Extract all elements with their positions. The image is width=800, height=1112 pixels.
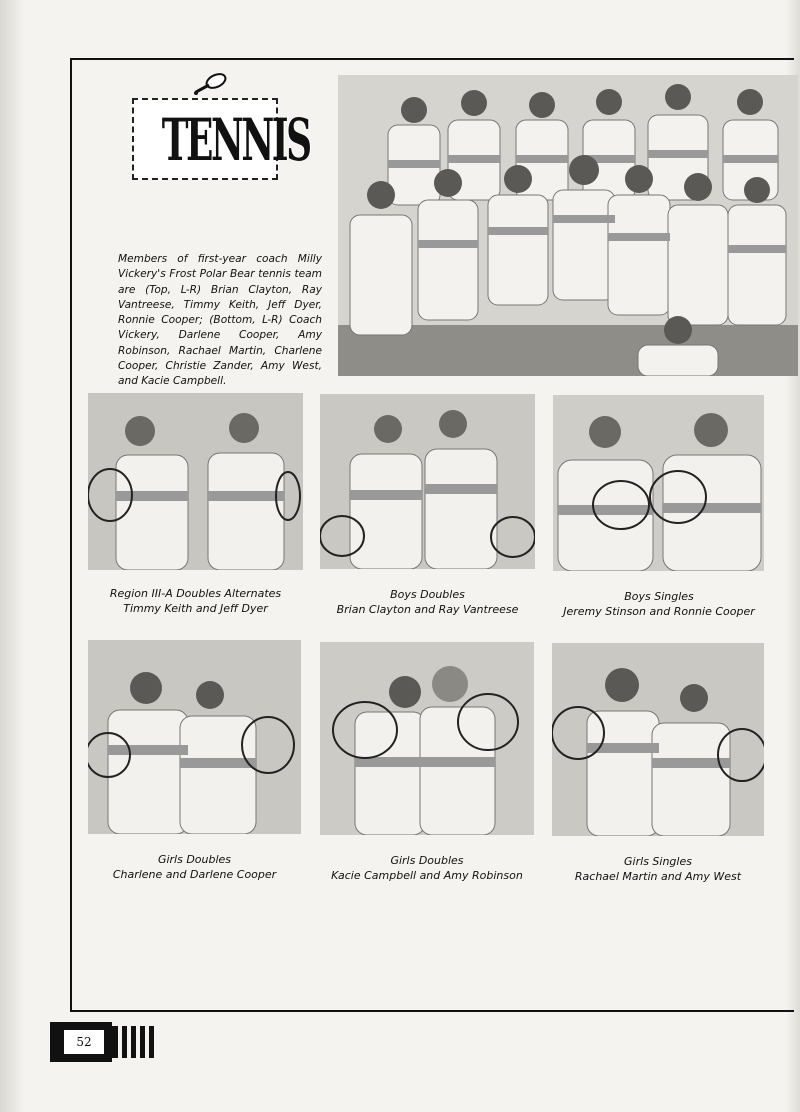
title-box	[132, 98, 310, 180]
page-title: TENNIS	[161, 106, 310, 174]
photo-caption	[320, 587, 535, 617]
caption-title: Girls Singles	[624, 855, 692, 868]
tennis-racket-icon	[190, 72, 230, 96]
photo-caption	[548, 589, 770, 619]
team-photo	[338, 75, 798, 376]
caption-names: Jeremy Stinson and Ronnie Cooper	[563, 605, 755, 618]
caption-title: Boys Doubles	[390, 588, 465, 601]
boys-doubles-photo	[320, 394, 535, 569]
caption-names: Brian Clayton and Ray Vantreese	[336, 603, 519, 616]
caption-title: Girls Doubles	[157, 853, 232, 866]
page-binding-shadow	[0, 0, 24, 1112]
team-caption: Members of first-year coach Milly Vickery's Frost Polar Bear tennis team are (Top, L-R) Brian Clayton, Ray Vantreese, Timmy Keith, Jeff Dyer, Ronnie Cooper; (Bottom, L-R) Coach Vickery, Darlene Cooper, Amy Robinson, Rachael Martin, Charlene Cooper, Christie Zander, Amy West, and Kacie Campbell.	[118, 253, 322, 388]
caption-title: Girls Doubles	[390, 854, 464, 867]
photo-caption	[552, 854, 764, 884]
boys-singles-photo	[553, 395, 764, 571]
tab-bars-decoration	[112, 1022, 178, 1062]
caption-names: Kacie Campbell and Amy Robinson	[331, 869, 523, 882]
page-number: 52	[62, 1028, 106, 1056]
caption-title: Region III-A Doubles Alternates	[109, 587, 282, 600]
caption-title: Boys Singles	[624, 590, 694, 603]
page-number-tab	[50, 1022, 128, 1062]
girls-doubles-cooper-photo	[88, 640, 301, 834]
caption-names: Charlene and Darlene Cooper	[112, 868, 277, 881]
photo-caption	[88, 586, 303, 616]
caption-names: Timmy Keith and Jeff Dyer	[123, 602, 268, 615]
photo-caption	[88, 852, 301, 882]
doubles-alternates-photo	[88, 393, 303, 570]
caption-names: Rachael Martin and Amy West	[574, 870, 742, 883]
tennis-title-block	[132, 72, 310, 184]
photo-caption	[318, 853, 536, 883]
girls-singles-photo	[552, 643, 764, 836]
girls-doubles-campbell-photo	[320, 642, 534, 835]
